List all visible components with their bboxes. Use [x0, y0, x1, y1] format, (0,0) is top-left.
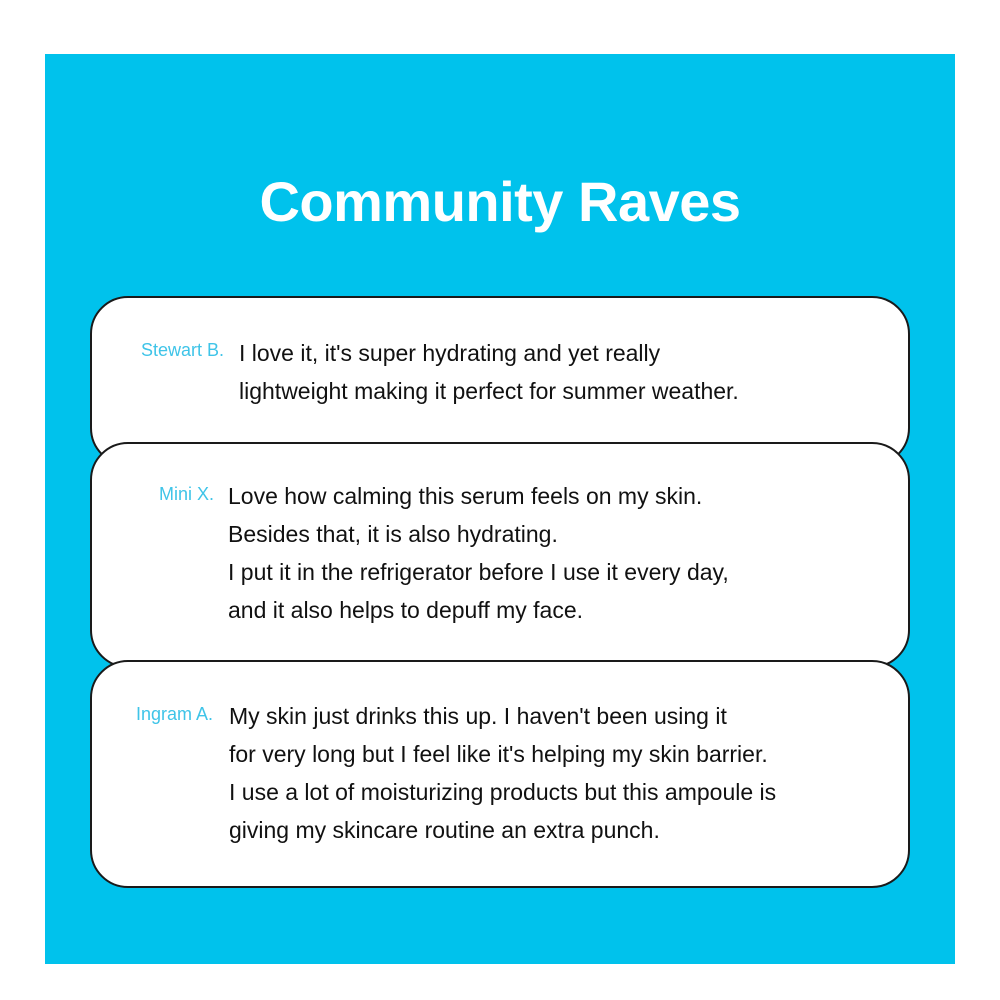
review-card [90, 660, 910, 888]
review-text [239, 334, 739, 410]
reviewer-name: Stewart B. [140, 340, 224, 360]
reviewer-name: Ingram A. [135, 704, 213, 724]
review-line: and it also helps to depuff my face. [228, 597, 584, 623]
review-text [229, 697, 776, 849]
review-line: My skin just drinks this up. I haven't been using it [229, 703, 727, 729]
reviewer-name: Mini X. [158, 484, 214, 504]
review-line: Love how calming this serum feels on my skin. [228, 483, 703, 509]
review-text [228, 477, 729, 629]
review-line: I use a lot of moisturizing products but this ampoule is [229, 779, 777, 805]
review-line: lightweight making it perfect for summer weather. [239, 378, 739, 404]
review-line: giving my skincare routine an extra punch. [229, 817, 660, 843]
review-line: I love it, it's super hydrating and yet really [239, 340, 661, 366]
page-title: Community Raves [259, 170, 741, 233]
review-line: Besides that, it is also hydrating. [228, 521, 558, 547]
review-card [90, 442, 910, 668]
review-line: I put it in the refrigerator before I use it every day, [228, 559, 729, 585]
review-card [90, 296, 910, 466]
review-line: for very long but I feel like it's helping my skin barrier. [229, 741, 768, 767]
